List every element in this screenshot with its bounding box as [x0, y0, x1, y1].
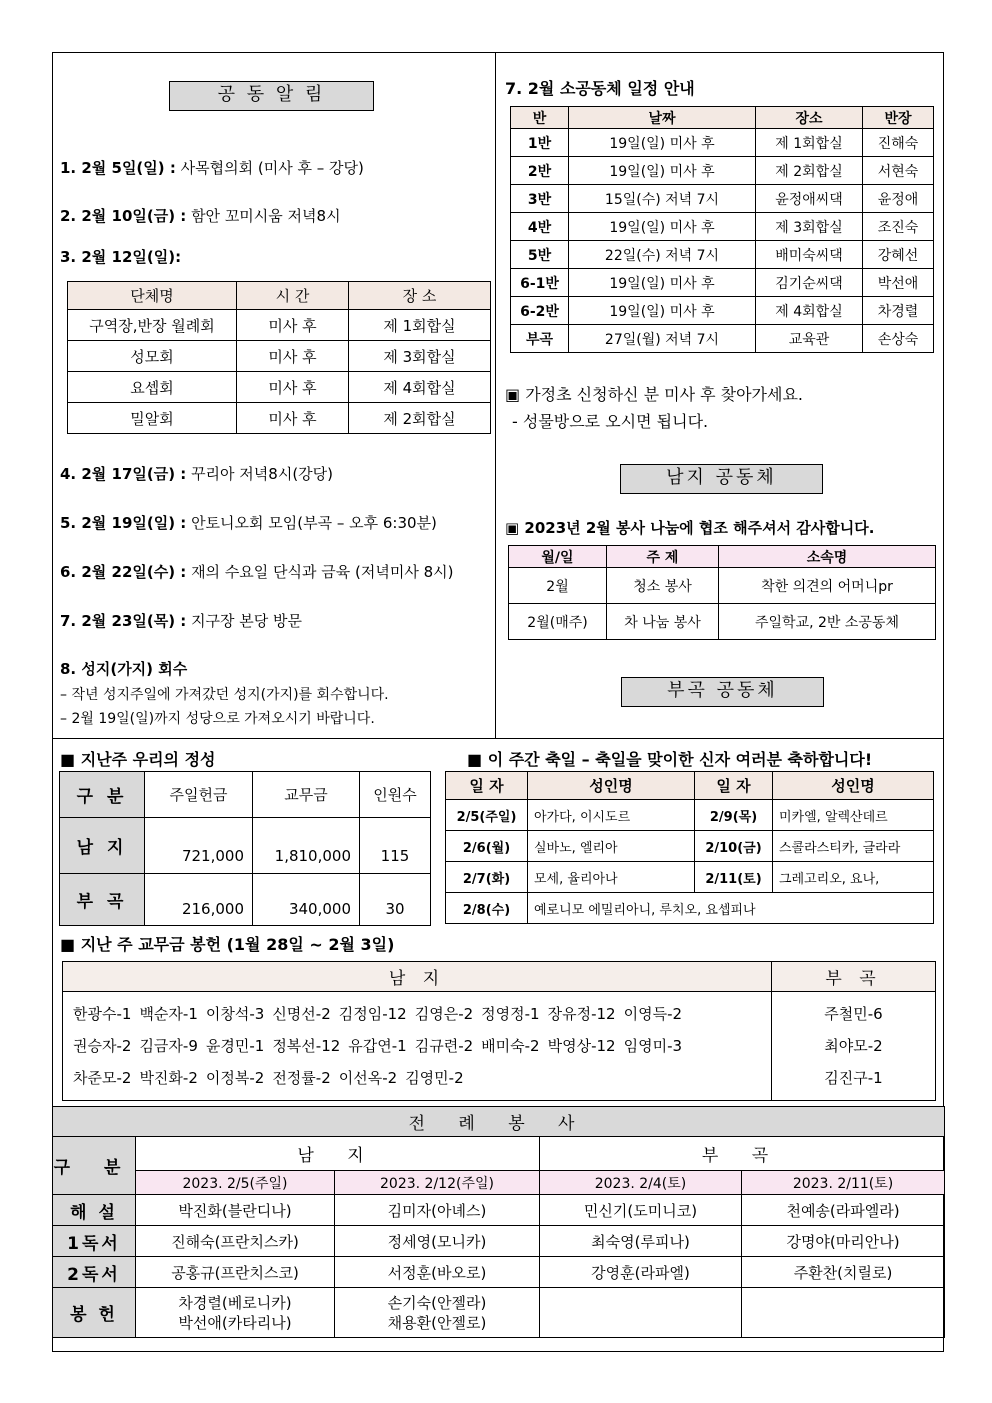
table-row: 2/7(화) 모세, 율리아나 2/11(토) 그레고리오, 요나, — [446, 862, 934, 893]
gyomu-name: 유갑연-1 — [348, 1037, 407, 1055]
gyomu-name: 김영은-2 — [414, 1005, 474, 1023]
gajeongcho-notice: ▣ 가정초 신청하신 분 미사 후 찾아가세요. — [505, 385, 804, 404]
table-row: 2/6(월) 실바노, 엘리아 2/10(금) 스콜라스티카, 글라라 — [446, 831, 934, 862]
feast-header: 일 자 성인명 일 자 성인명 — [446, 772, 934, 800]
notice-title: 공 동 알 림 — [169, 81, 374, 111]
gyomu-namji-line — [73, 1062, 761, 1094]
notice-item-8: 8. 성지(가지) 회수 — [60, 660, 188, 678]
gyomu-table — [62, 961, 936, 1101]
notice-item-6: 6. 2월 22일(수) : 재의 수요일 단식과 금육 (저녁미사 8시) — [60, 563, 454, 581]
table-row: 1독서 진해숙(프란치스카) 정세영(모니카) 최숙영(루피나) 강명야(마리안나) — [53, 1226, 945, 1257]
gyomu-name: 이정복-2 — [205, 1069, 265, 1087]
namji-title: 남지 공동체 — [620, 464, 823, 494]
liturgy-title: 전 례 봉 사 — [53, 1107, 945, 1137]
gyomu-namji-line — [73, 998, 761, 1030]
gyomu-namji-names — [63, 992, 772, 1101]
gyomu-namji-line — [73, 1030, 761, 1062]
table-row: 성모회 미사 후 제 3회합실 — [68, 341, 491, 372]
column-divider — [495, 52, 496, 738]
gyomu-name: 김영민-2 — [405, 1069, 464, 1087]
bugok-title: 부곡 공동체 — [621, 677, 824, 707]
table-row: 남 지 721,000 1,810,000 115 — [60, 818, 431, 874]
liturgy-dates-row: 2023. 2/5(주일) 2023. 2/12(주일) 2023. 2/4(토) 2023. 2/11(토) — [53, 1171, 945, 1195]
feast-title: ■ 이 주간 축일 – 축일을 맞이한 신자 여러분 축하합니다! — [467, 750, 873, 769]
notice-item-5: 5. 2월 19일(일) : 안토니오회 모임(부곡 – 오후 6:30분) — [60, 514, 437, 532]
namji-service-header: 월/일 주 제 소속명 — [509, 546, 936, 568]
table-row: 부 곡 216,000 340,000 30 — [60, 874, 431, 926]
schedule-table — [510, 106, 934, 353]
gyomu-name: 이선옥-2 — [338, 1069, 398, 1087]
gyomu-name: 한광수-1 — [73, 1005, 132, 1023]
gyomu-name: 김정임-12 — [338, 1005, 407, 1023]
notice-item-2: 2. 2월 10일(금) : 함안 꼬미시움 저녁8시 — [60, 207, 341, 225]
gyomu-name: 차준모-2 — [73, 1069, 132, 1087]
table-row: 2/5(주일) 아가다, 이시도르 2/9(목) 미카엘, 알렉산데르 — [446, 800, 934, 831]
table-row: 5반 22일(수) 저녁 7시 배미숙씨댁 강혜선 — [511, 241, 934, 269]
table-row: 2반 19일(일) 미사 후 제 2회합실 서현숙 — [511, 157, 934, 185]
table-row: 해 설 박진화(블란디나) 김미자(아녜스) 민신기(도미니코) 천예송(라파엘라) — [53, 1195, 945, 1226]
notice-item-1: 1. 2월 5일(일) : 사목협의회 (미사 후 – 강당) — [60, 159, 364, 177]
table-row: 2월(매주) 차 나눔 봉사 주일학교, 2반 소공동체 — [509, 604, 936, 640]
notice-item-3: 3. 2월 12일(일): — [60, 248, 182, 266]
gyomu-name: 전정률-2 — [272, 1069, 331, 1087]
gyomu-name: 박진화-2 — [139, 1069, 198, 1087]
gyomu-name: 김규련-2 — [414, 1037, 474, 1055]
table-row: 6-2반 19일(일) 미사 후 제 4회합실 차경렬 — [511, 297, 934, 325]
table-row: 구역장,반장 월례회 미사 후 제 1회합실 — [68, 310, 491, 341]
gyomu-bugok-name: 김진구-1 — [824, 1069, 883, 1087]
gyomu-name: 정영정-1 — [481, 1005, 540, 1023]
gyomu-bugok-name: 주철민-6 — [824, 1005, 883, 1023]
table-row: 2/8(수) 예로니모 에밀리아니, 루치오, 요셉피나 — [446, 893, 934, 924]
table-row: 6-1반 19일(일) 미사 후 김기순씨댁 박선애 — [511, 269, 934, 297]
gyomu-name: 윤경민-1 — [205, 1037, 265, 1055]
gyomu-bugok-name: 최야모-2 — [824, 1037, 883, 1055]
gyomu-name: 배미숙-2 — [481, 1037, 540, 1055]
gyomu-name: 권승자-2 — [73, 1037, 132, 1055]
schedule-table-header: 반 날짜 장소 반장 — [511, 107, 934, 129]
table-row: 요셉회 미사 후 제 4회합실 — [68, 372, 491, 403]
liturgy-table — [52, 1106, 945, 1338]
gyomu-header: 남 지 부 곡 — [63, 962, 936, 992]
namji-thanks: ▣ 2023년 2월 봉사 나눔에 협조 해주셔서 감사합니다. — [505, 519, 875, 537]
offering-header: 구 분 주일헌금 교무금 인원수 — [60, 772, 431, 818]
groups-table-header: 단체명 시 간 장 소 — [68, 282, 491, 310]
gyomu-body — [63, 992, 936, 1101]
schedule-title: 7. 2월 소공동체 일정 안내 — [505, 79, 695, 98]
table-row: 2월 청소 봉사 착한 의견의 어머니pr — [509, 568, 936, 604]
gyomu-name: 정복선-12 — [272, 1037, 341, 1055]
namji-service-table — [508, 545, 936, 640]
groups-table — [67, 281, 491, 434]
gyomu-name: 장유정-12 — [547, 1005, 616, 1023]
gyomu-name: 박영상-12 — [547, 1037, 616, 1055]
notice-item-4: 4. 2월 17일(금) : 꾸리아 저녁8시(강당) — [60, 465, 334, 483]
liturgy-group-row: 구 분 남 지 부 곡 — [53, 1137, 945, 1171]
table-row: 4반 19일(일) 미사 후 제 3회합실 조진숙 — [511, 213, 934, 241]
gyomu-name: 신명선-2 — [272, 1005, 331, 1023]
table-row: 2독서 공홍규(프란치스코) 서정훈(바오로) 강영훈(라파엘) 주환찬(치릴로) — [53, 1257, 945, 1288]
gyomu-name: 백순자-1 — [139, 1005, 198, 1023]
offering-title: ■ 지난주 우리의 정성 — [60, 750, 216, 769]
gyomu-name: 이창석-3 — [205, 1005, 265, 1023]
gajeongcho-sub: - 성물방으로 오시면 됩니다. — [512, 412, 709, 431]
gyomu-name: 이영득-2 — [623, 1005, 683, 1023]
table-row: 부곡 27일(월) 저녁 7시 교육관 손상숙 — [511, 325, 934, 353]
table-row: 밀알회 미사 후 제 2회합실 — [68, 403, 491, 434]
liturgy-title-row — [53, 1107, 945, 1137]
table-row: 1반 19일(일) 미사 후 제 1회합실 진해숙 — [511, 129, 934, 157]
gyomu-name: 임영미-3 — [623, 1037, 683, 1055]
offering-table — [59, 771, 431, 926]
notice-item-8-line-1: – 작년 성지주일에 가져갔던 성지(가지)를 회수합니다. — [60, 687, 389, 703]
gyomu-title: ■ 지난 주 교무금 봉헌 (1월 28일 ~ 2월 3일) — [60, 935, 395, 954]
notice-item-7: 7. 2월 23일(목) : 지구장 본당 방문 — [60, 612, 303, 630]
feast-table — [445, 771, 934, 924]
table-row: 3반 15일(수) 저녁 7시 윤정애씨댁 윤정애 — [511, 185, 934, 213]
table-row: 봉 헌 차경렬(베로니카) 박선애(카타리나) 손기숙(안젤라) 채용환(안젤로) — [53, 1288, 945, 1338]
gyomu-bugok-names — [772, 992, 936, 1101]
notice-item-8-line-2: – 2월 19일(일)까지 성당으로 가져오시기 바랍니다. — [60, 711, 375, 727]
gyomu-name: 김금자-9 — [139, 1037, 198, 1055]
section-divider — [52, 738, 944, 739]
